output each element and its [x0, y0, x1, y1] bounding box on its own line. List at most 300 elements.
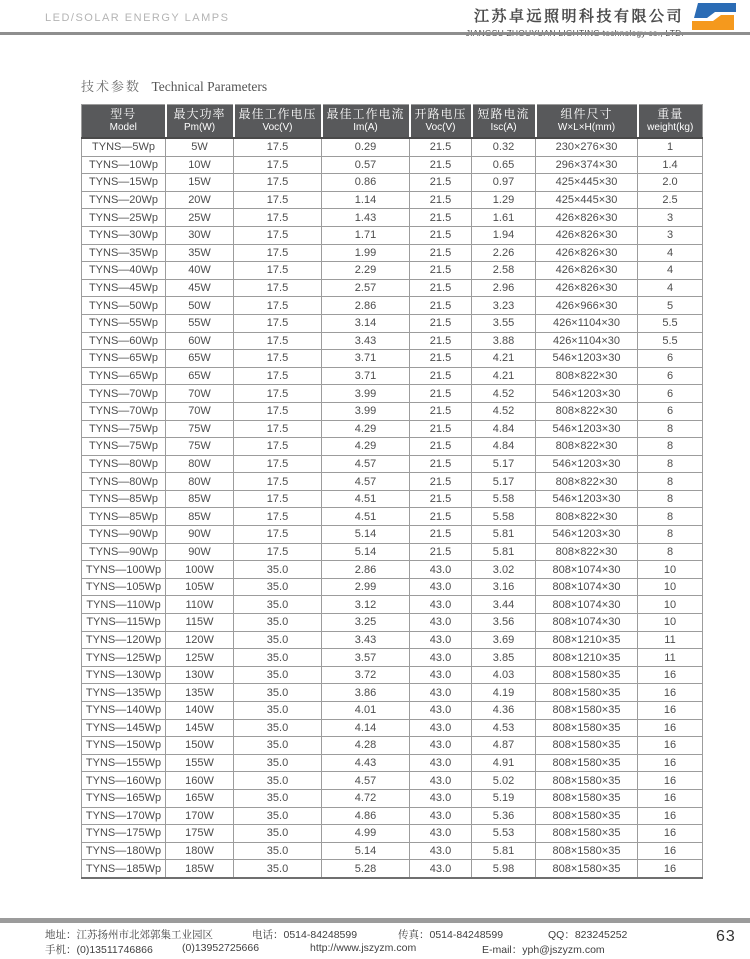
cell: 3.86: [322, 684, 410, 702]
cell: 8: [638, 438, 703, 456]
cell: TYNS—55Wp: [82, 314, 166, 332]
cell: 10: [638, 561, 703, 579]
cell: 17.5: [234, 508, 322, 526]
table-row: [82, 860, 703, 878]
cell: 16: [638, 702, 703, 720]
cell: TYNS—90Wp: [82, 526, 166, 544]
cell: 60W: [166, 332, 234, 350]
cell: 17.5: [234, 226, 322, 244]
cell: 43.0: [410, 578, 472, 596]
cell: TYNS—185Wp: [82, 860, 166, 878]
cell: 426×826×30: [536, 279, 638, 297]
cell: 17.5: [234, 350, 322, 368]
cell: 2.5: [638, 191, 703, 209]
table-row: [82, 438, 703, 456]
cell: 17.5: [234, 279, 322, 297]
footer-qq: QQ：823245252: [548, 929, 628, 941]
cell: TYNS—70Wp: [82, 385, 166, 403]
cell: 2.96: [472, 279, 536, 297]
table-row: [82, 490, 703, 508]
cell: 35.0: [234, 561, 322, 579]
cell: 3.44: [472, 596, 536, 614]
cell: 5.17: [472, 455, 536, 473]
cell: 21.5: [410, 332, 472, 350]
footer-website: http://www.jszyzm.com: [310, 942, 417, 954]
cell: TYNS—160Wp: [82, 772, 166, 790]
table-row: [82, 226, 703, 244]
footer-address: 地址：江苏扬州市北郊郭集工业园区: [45, 929, 213, 941]
cell: 43.0: [410, 596, 472, 614]
cell: 16: [638, 719, 703, 737]
cell: TYNS—80Wp: [82, 455, 166, 473]
cell: 120W: [166, 631, 234, 649]
cell: TYNS—115Wp: [82, 614, 166, 632]
cell: 426×1104×30: [536, 332, 638, 350]
cell: 17.5: [234, 402, 322, 420]
table-row: [82, 209, 703, 227]
cell: 0.29: [322, 138, 410, 156]
cell: 75W: [166, 438, 234, 456]
cell: 4.14: [322, 719, 410, 737]
table-row: [82, 350, 703, 368]
cell: 5.81: [472, 842, 536, 860]
cell: 15W: [166, 174, 234, 192]
cell: 808×822×30: [536, 402, 638, 420]
cell: 43.0: [410, 807, 472, 825]
cell: 40W: [166, 262, 234, 280]
cell: 50W: [166, 297, 234, 315]
cell: 2.26: [472, 244, 536, 262]
cell: 8: [638, 526, 703, 544]
cell: 100W: [166, 561, 234, 579]
cell: 808×1580×35: [536, 860, 638, 878]
cell: 4.21: [472, 367, 536, 385]
footer-divider: [0, 918, 750, 923]
footer-mobile-1: 手机：(0)13511746866: [45, 944, 153, 956]
cell: 5.98: [472, 860, 536, 878]
cell: 21.5: [410, 209, 472, 227]
cell: 3.23: [472, 297, 536, 315]
cell: 0.65: [472, 156, 536, 174]
cell: 21.5: [410, 385, 472, 403]
cell: 3.71: [322, 367, 410, 385]
cell: 1.61: [472, 209, 536, 227]
column-header-4: 开路电压 Voc(V): [410, 105, 472, 139]
cell: 3.72: [322, 666, 410, 684]
table-row: [82, 508, 703, 526]
table-row: [82, 807, 703, 825]
cell: 808×1580×35: [536, 754, 638, 772]
cell: 17.5: [234, 244, 322, 262]
cell: 170W: [166, 807, 234, 825]
cell: 5.5: [638, 314, 703, 332]
cell: 140W: [166, 702, 234, 720]
cell: 21.5: [410, 526, 472, 544]
cell: 21.5: [410, 244, 472, 262]
table-row: [82, 596, 703, 614]
column-header-1: 最大功率 Pm(W): [166, 105, 234, 139]
cell: 3.71: [322, 350, 410, 368]
cell: 130W: [166, 666, 234, 684]
cell: 43.0: [410, 719, 472, 737]
company-logo-icon: [692, 3, 736, 30]
cell: 808×1580×35: [536, 737, 638, 755]
cell: 5.58: [472, 490, 536, 508]
cell: 4.86: [322, 807, 410, 825]
cell: 21.5: [410, 455, 472, 473]
header-divider: [0, 32, 750, 35]
column-header-0: 型号 Model: [82, 105, 166, 139]
cell: 135W: [166, 684, 234, 702]
cell: 3.56: [472, 614, 536, 632]
table-row: [82, 754, 703, 772]
cell: 808×1074×30: [536, 578, 638, 596]
cell: 4.36: [472, 702, 536, 720]
table-row: [82, 702, 703, 720]
cell: TYNS—65Wp: [82, 350, 166, 368]
table-row: [82, 561, 703, 579]
cell: 2.86: [322, 561, 410, 579]
cell: 21.5: [410, 490, 472, 508]
cell: 43.0: [410, 684, 472, 702]
cell: TYNS—65Wp: [82, 367, 166, 385]
section-title: [81, 76, 267, 96]
cell: TYNS—130Wp: [82, 666, 166, 684]
cell: 808×822×30: [536, 367, 638, 385]
cell: 5.17: [472, 473, 536, 491]
cell: 546×1203×30: [536, 385, 638, 403]
cell: 55W: [166, 314, 234, 332]
table-row: [82, 543, 703, 561]
cell: 21.5: [410, 191, 472, 209]
cell: 21.5: [410, 156, 472, 174]
cell: 6: [638, 402, 703, 420]
cell: 4.51: [322, 490, 410, 508]
cell: 35.0: [234, 631, 322, 649]
cell: 43.0: [410, 754, 472, 772]
cell: 155W: [166, 754, 234, 772]
table-row: [82, 737, 703, 755]
cell: TYNS—15Wp: [82, 174, 166, 192]
cell: 5.28: [322, 860, 410, 878]
cell: 16: [638, 789, 703, 807]
cell: 808×1210×35: [536, 631, 638, 649]
cell: 8: [638, 420, 703, 438]
cell: 546×1203×30: [536, 490, 638, 508]
cell: 10W: [166, 156, 234, 174]
cell: 35.0: [234, 754, 322, 772]
cell: 21.5: [410, 350, 472, 368]
cell: 426×1104×30: [536, 314, 638, 332]
cell: 43.0: [410, 561, 472, 579]
cell: 808×822×30: [536, 473, 638, 491]
cell: 65W: [166, 350, 234, 368]
cell: 808×822×30: [536, 438, 638, 456]
cell: TYNS—5Wp: [82, 138, 166, 156]
cell: 1.71: [322, 226, 410, 244]
cell: 21.5: [410, 226, 472, 244]
cell: 65W: [166, 367, 234, 385]
cell: 3.43: [322, 332, 410, 350]
table-row: [82, 244, 703, 262]
cell: TYNS—150Wp: [82, 737, 166, 755]
cell: 115W: [166, 614, 234, 632]
column-header-5: 短路电流 Isc(A): [472, 105, 536, 139]
cell: 6: [638, 385, 703, 403]
cell: TYNS—135Wp: [82, 684, 166, 702]
cell: 17.5: [234, 438, 322, 456]
cell: 2.29: [322, 262, 410, 280]
cell: 35W: [166, 244, 234, 262]
cell: TYNS—105Wp: [82, 578, 166, 596]
cell: 4.51: [322, 508, 410, 526]
cell: TYNS—25Wp: [82, 209, 166, 227]
cell: 11: [638, 649, 703, 667]
footer-fax: 传真：0514-84248599: [398, 929, 504, 941]
table-row: [82, 649, 703, 667]
cell: 3.69: [472, 631, 536, 649]
table-row: [82, 174, 703, 192]
cell: 808×822×30: [536, 543, 638, 561]
cell: 175W: [166, 825, 234, 843]
cell: 21.5: [410, 314, 472, 332]
table-row: [82, 420, 703, 438]
table-row: [82, 367, 703, 385]
cell: 21.5: [410, 367, 472, 385]
cell: 17.5: [234, 420, 322, 438]
cell: 35.0: [234, 807, 322, 825]
cell: 3.55: [472, 314, 536, 332]
cell: 4.03: [472, 666, 536, 684]
cell: 808×1580×35: [536, 772, 638, 790]
cell: 808×1580×35: [536, 825, 638, 843]
cell: 16: [638, 772, 703, 790]
cell: 17.5: [234, 332, 322, 350]
section-title-cn: 技术参数: [81, 79, 142, 94]
cell: 21.5: [410, 473, 472, 491]
cell: 3.85: [472, 649, 536, 667]
cell: TYNS—170Wp: [82, 807, 166, 825]
cell: 80W: [166, 455, 234, 473]
cell: 21.5: [410, 297, 472, 315]
cell: 43.0: [410, 772, 472, 790]
cell: 3.12: [322, 596, 410, 614]
cell: 5.58: [472, 508, 536, 526]
cell: 105W: [166, 578, 234, 596]
cell: TYNS—140Wp: [82, 702, 166, 720]
cell: 16: [638, 666, 703, 684]
cell: 808×1580×35: [536, 702, 638, 720]
cell: 185W: [166, 860, 234, 878]
section-title-en: Technical Parameters: [151, 79, 268, 94]
cell: 5: [638, 297, 703, 315]
cell: 43.0: [410, 614, 472, 632]
cell: 35.0: [234, 842, 322, 860]
cell: 25W: [166, 209, 234, 227]
table-row: [82, 842, 703, 860]
cell: TYNS—155Wp: [82, 754, 166, 772]
cell: 4.91: [472, 754, 536, 772]
cell: 35.0: [234, 578, 322, 596]
cell: TYNS—145Wp: [82, 719, 166, 737]
cell: TYNS—90Wp: [82, 543, 166, 561]
cell: 426×826×30: [536, 209, 638, 227]
table-row: [82, 719, 703, 737]
cell: 5.36: [472, 807, 536, 825]
column-header-3: 最佳工作电流 Im(A): [322, 105, 410, 139]
cell: TYNS—20Wp: [82, 191, 166, 209]
column-header-6: 组件尺寸 W×L×H(mm): [536, 105, 638, 139]
table-row: [82, 526, 703, 544]
cell: 1: [638, 138, 703, 156]
cell: 546×1203×30: [536, 526, 638, 544]
table-row: [82, 385, 703, 403]
table-row: [82, 684, 703, 702]
cell: 5.14: [322, 543, 410, 561]
cell: 35.0: [234, 719, 322, 737]
cell: 21.5: [410, 438, 472, 456]
cell: 3.57: [322, 649, 410, 667]
cell: 0.32: [472, 138, 536, 156]
footer-mobile-2: (0)13952725666: [182, 942, 260, 954]
cell: 5.53: [472, 825, 536, 843]
cell: 43.0: [410, 842, 472, 860]
cell: 17.5: [234, 385, 322, 403]
cell: 11: [638, 631, 703, 649]
company-name-cn: 江苏卓远照明科技有限公司: [473, 8, 684, 25]
cell: 85W: [166, 508, 234, 526]
cell: 43.0: [410, 666, 472, 684]
cell: 17.5: [234, 543, 322, 561]
cell: 35.0: [234, 737, 322, 755]
cell: 2.58: [472, 262, 536, 280]
cell: TYNS—30Wp: [82, 226, 166, 244]
cell: 80W: [166, 473, 234, 491]
cell: 425×445×30: [536, 174, 638, 192]
cell: TYNS—40Wp: [82, 262, 166, 280]
cell: TYNS—85Wp: [82, 490, 166, 508]
cell: 35.0: [234, 860, 322, 878]
cell: TYNS—35Wp: [82, 244, 166, 262]
cell: 17.5: [234, 490, 322, 508]
cell: 5.14: [322, 526, 410, 544]
cell: 17.5: [234, 367, 322, 385]
cell: 426×826×30: [536, 244, 638, 262]
cell: 43.0: [410, 702, 472, 720]
cell: 808×822×30: [536, 508, 638, 526]
cell: TYNS—80Wp: [82, 473, 166, 491]
cell: 4.21: [472, 350, 536, 368]
cell: 3.88: [472, 332, 536, 350]
cell: 0.86: [322, 174, 410, 192]
table-row: [82, 772, 703, 790]
cell: 6: [638, 350, 703, 368]
cell: 8: [638, 543, 703, 561]
table-row: [82, 455, 703, 473]
cell: TYNS—120Wp: [82, 631, 166, 649]
cell: 35.0: [234, 666, 322, 684]
cell: 180W: [166, 842, 234, 860]
cell: TYNS—70Wp: [82, 402, 166, 420]
cell: 3.16: [472, 578, 536, 596]
cell: 0.57: [322, 156, 410, 174]
cell: 10: [638, 596, 703, 614]
cell: 4: [638, 262, 703, 280]
table-header-row: [82, 105, 703, 139]
technical-parameters-table: [81, 104, 702, 879]
page-number: 63: [716, 928, 736, 945]
cell: 3.02: [472, 561, 536, 579]
cell: 6: [638, 367, 703, 385]
cell: 85W: [166, 490, 234, 508]
column-header-7: 重量 weight(kg): [638, 105, 703, 139]
cell: 90W: [166, 543, 234, 561]
cell: 43.0: [410, 737, 472, 755]
cell: 2.99: [322, 578, 410, 596]
cell: 16: [638, 684, 703, 702]
cell: 16: [638, 737, 703, 755]
cell: TYNS—110Wp: [82, 596, 166, 614]
cell: 808×1074×30: [536, 614, 638, 632]
cell: 43.0: [410, 649, 472, 667]
cell: 160W: [166, 772, 234, 790]
cell: 808×1074×30: [536, 596, 638, 614]
cell: 425×445×30: [536, 191, 638, 209]
table-row: [82, 262, 703, 280]
cell: TYNS—125Wp: [82, 649, 166, 667]
cell: 546×1203×30: [536, 350, 638, 368]
table-row: [82, 789, 703, 807]
footer-email: E-mail：yph@jszyzm.com: [482, 944, 605, 956]
cell: 17.5: [234, 473, 322, 491]
cell: 17.5: [234, 297, 322, 315]
cell: 4.57: [322, 473, 410, 491]
cell: 1.29: [472, 191, 536, 209]
cell: 0.97: [472, 174, 536, 192]
cell: 43.0: [410, 631, 472, 649]
cell: 21.5: [410, 279, 472, 297]
cell: 21.5: [410, 543, 472, 561]
cell: 4.84: [472, 420, 536, 438]
cell: 808×1580×35: [536, 789, 638, 807]
table-row: [82, 191, 703, 209]
cell: TYNS—175Wp: [82, 825, 166, 843]
cell: TYNS—180Wp: [82, 842, 166, 860]
cell: 808×1580×35: [536, 842, 638, 860]
table-body: [82, 138, 703, 878]
cell: 35.0: [234, 702, 322, 720]
cell: 16: [638, 754, 703, 772]
cell: 35.0: [234, 772, 322, 790]
cell: 16: [638, 825, 703, 843]
cell: 35.0: [234, 684, 322, 702]
cell: 110W: [166, 596, 234, 614]
cell: 5.02: [472, 772, 536, 790]
cell: 4.28: [322, 737, 410, 755]
cell: 35.0: [234, 789, 322, 807]
cell: 230×276×30: [536, 138, 638, 156]
cell: 2.57: [322, 279, 410, 297]
cell: TYNS—100Wp: [82, 561, 166, 579]
cell: 1.94: [472, 226, 536, 244]
cell: TYNS—85Wp: [82, 508, 166, 526]
cell: 16: [638, 860, 703, 878]
cell: TYNS—60Wp: [82, 332, 166, 350]
table-row: [82, 631, 703, 649]
cell: 43.0: [410, 825, 472, 843]
cell: 546×1203×30: [536, 455, 638, 473]
column-header-2: 最佳工作电压 Voc(V): [234, 105, 322, 139]
